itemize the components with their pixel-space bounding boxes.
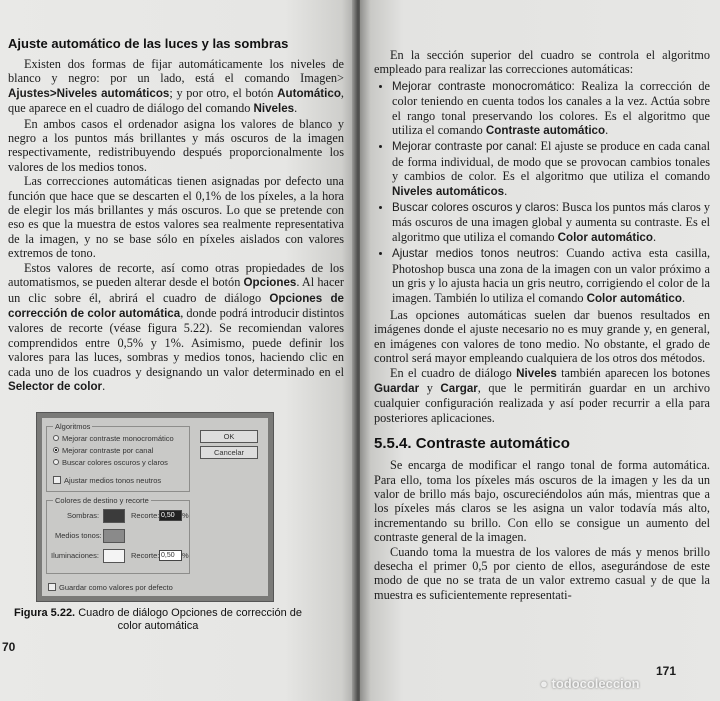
radio-icon <box>53 435 59 441</box>
command-name: Ajustes>Niveles automáticos <box>8 86 170 100</box>
paragraph <box>8 261 344 395</box>
command-name: Selector de color <box>8 379 103 393</box>
checkbox-snap-neutral[interactable] <box>53 475 161 485</box>
paragraph: Cuando toma la muestra de los valores de más y menos brillo desecha el primer 0,5 por ciento de ellos, asegurándose de este modo de que no se trata de un valor extremo casual y de que la muestra es suficientemente representati- <box>374 544 710 602</box>
radio-monochromatic[interactable] <box>53 433 174 443</box>
text: ; y por otro, el botón <box>169 85 274 100</box>
text: también aparecen los botones <box>561 365 711 380</box>
option-label: Mejorar contraste monocromático: <box>392 79 575 93</box>
page-number-left: 70 <box>2 640 16 654</box>
radio-label: Mejorar contraste monocromático <box>62 433 174 443</box>
clip-label: Recorte: <box>131 551 160 560</box>
text: . <box>652 229 657 244</box>
figure-dialog-screenshot <box>36 412 274 602</box>
midtones-label: Medios tonos: <box>55 531 102 540</box>
section-heading: Ajuste automático de las luces y las sombras <box>8 36 289 51</box>
list-item <box>392 200 710 245</box>
watermark-icon: ● <box>540 676 548 691</box>
checkbox-icon <box>53 476 61 484</box>
highlights-swatch[interactable] <box>103 549 125 563</box>
right-text-column <box>374 48 710 602</box>
text: . Al hacer un clic sobre él, abrirá el cuadro de diálogo <box>8 275 344 305</box>
text: , que le permitirán guardar en un archivo cualquier configuración realizada y así poder recurrir a ella para posteriores aplicaciones. <box>374 380 711 425</box>
text: El ajuste se produce en cada canal de forma individual, de modo que se provocan cambios tonales y cambios de color. Es el algoritmo que utiliza el comando <box>392 139 710 184</box>
command-name: Opciones de corrección de color automática <box>8 291 344 320</box>
caption-label: Figura 5.22. <box>13 607 76 619</box>
left-text-column <box>8 36 344 394</box>
radio-dark-light[interactable] <box>53 457 168 467</box>
group-legend: Algoritmos <box>55 422 91 431</box>
paragraph <box>374 366 710 426</box>
options-list <box>374 79 710 306</box>
shadows-label: Sombras: <box>67 511 100 520</box>
text: . <box>605 123 609 138</box>
radio-icon <box>53 459 59 465</box>
list-item <box>392 79 710 139</box>
text: Existen dos formas de fijar automáticamente los niveles de blanco y negro: por un lado, está el comando Imagen> <box>8 57 344 86</box>
paragraph: En la sección superior del cuadro se controla el algoritmo empleado para realizar las correcciones automáticas: <box>374 48 710 77</box>
command-name: Opciones <box>243 276 297 290</box>
command-name: Contraste automático <box>485 124 606 138</box>
ok-button[interactable]: OK <box>200 430 258 443</box>
shadows-swatch[interactable] <box>103 509 125 523</box>
list-item <box>392 139 710 199</box>
command-name: Niveles <box>253 102 295 116</box>
radio-label: Mejorar contraste por canal <box>62 445 154 455</box>
cancel-button[interactable]: Cancelar <box>200 446 258 459</box>
text: Busca los puntos más claros y más oscuros de una imagen global y aumenta su contraste. Es el algoritmo que utiliza el comando <box>392 200 710 244</box>
figure-caption <box>8 607 308 633</box>
percent-sign: % <box>182 551 189 560</box>
text: y <box>426 380 433 395</box>
text: , que aparece en el cuadro de diálogo del comando <box>8 85 344 116</box>
paragraph: En ambos casos el ordenador asigna los valores de blanco y negro a los puntos más brillantes y más oscuros de la imagen respectivamente, redistribuyendo después proporcionalmente los valores de los medios tonos. <box>8 116 344 174</box>
algorithms-group <box>46 422 190 492</box>
text: Cuando activa esta casilla, Photoshop busca una zona de la imagen con un valor próximo a un gris y lo ajusta hacia un gris neutro, corrigiendo el color de la imagen. También lo utiliza el comando <box>392 246 711 305</box>
option-label: Ajustar medios tonos neutros: <box>392 247 559 261</box>
auto-color-options-dialog <box>42 418 268 596</box>
command-name: Automático <box>277 86 341 100</box>
text: . <box>294 101 298 116</box>
clip-highlights-input[interactable]: 0,50 <box>159 550 182 561</box>
left-page <box>0 0 356 701</box>
option-label: Buscar colores oscuros y claros: <box>392 201 559 215</box>
target-colors-group <box>46 496 190 574</box>
command-name: Cargar <box>440 381 478 395</box>
percent-sign: % <box>182 511 189 520</box>
group-legend: Colores de destino y recorte <box>55 496 149 505</box>
checkbox-label: Guardar como valores por defecto <box>59 582 173 592</box>
clip-shadows-input[interactable]: 0,50 <box>159 510 182 521</box>
command-name: Niveles <box>516 366 557 380</box>
paragraph: Se encarga de modificar el rango tonal de forma automática. Para ello, toma los píxeles más oscuros de la imagen y les da un valor de brillo más bajo, oscureciéndolos aún más, mientras que a los píxeles más claros se les asigna un valor todavía más alto, incrementando su brillo. Con ello se consigue un aumento del contraste general de la imagen. <box>374 458 710 545</box>
checkbox-icon <box>48 583 56 591</box>
text: . <box>681 290 686 305</box>
command-name: Niveles automáticos <box>392 184 505 198</box>
paragraph <box>8 57 344 117</box>
option-label: Mejorar contraste por canal: <box>392 140 538 154</box>
radio-icon <box>53 447 59 453</box>
checkbox-label: Ajustar medios tonos neutros <box>64 475 162 485</box>
command-name: Color automático <box>586 291 682 305</box>
paragraph: Las opciones automáticas suelen dar buenos resultados en imágenes donde el ajuste necesario no es muy grande y, en general, en imágenes con valores de tono medio. No obstante, el grado de control será mayor empleando cualquiera de los otros dos métodos. <box>374 307 710 366</box>
watermark-text: todocoleccion <box>551 676 640 691</box>
text: Estos valores de recorte, así como otras propiedades de los automatismos, se pueden alterar desde el botón <box>8 260 344 290</box>
checkbox-save-default[interactable] <box>48 582 173 592</box>
text: . <box>102 378 106 393</box>
command-name: Guardar <box>374 381 420 395</box>
command-name: Color automático <box>557 230 653 244</box>
midtones-swatch[interactable] <box>103 529 125 543</box>
paragraph: Las correcciones automáticas tienen asignadas por defecto una función que hace que se descarten el 0,1% de los píxeles, a la hora de elegir los más brillantes y más oscuros. Lo que se pretende con eso es que la muestra de estos valores sea realmente representativa de la imagen, y no se base sólo en píxeles aislados con valores extremos de tono. <box>8 174 344 261</box>
highlights-label: Iluminaciones: <box>51 551 99 560</box>
right-page <box>360 0 720 701</box>
section-heading: 5.5.4. Contraste automático <box>374 435 570 453</box>
text: . <box>504 183 508 198</box>
list-item <box>392 246 710 306</box>
text: En el cuadro de diálogo <box>390 365 512 380</box>
watermark <box>540 676 720 691</box>
text: Realiza la corrección de color teniendo en cuenta todos los canales a la vez. Actúa sobre el rango tonal preservando los colores. Es el algoritmo que utiliza el comando <box>392 78 710 138</box>
caption-text: Cuadro de diálogo Opciones de corrección de color automática <box>78 607 302 632</box>
radio-label: Buscar colores oscuros y claros <box>62 457 168 467</box>
page-number-right: 171 <box>656 664 677 678</box>
clip-label: Recorte: <box>131 511 160 520</box>
radio-per-channel[interactable] <box>53 445 153 455</box>
text: , donde podrá introducir distintos valores de recorte (véase figura 5.22). Se recomiendan valores comprendidos entre 0,5% y 1%. Asimismo, puede definir los valores para las luces, sombras y medios tonos, haciendo clic en cada uno de los cuadros y designando un valor determinado en el <box>8 305 344 379</box>
